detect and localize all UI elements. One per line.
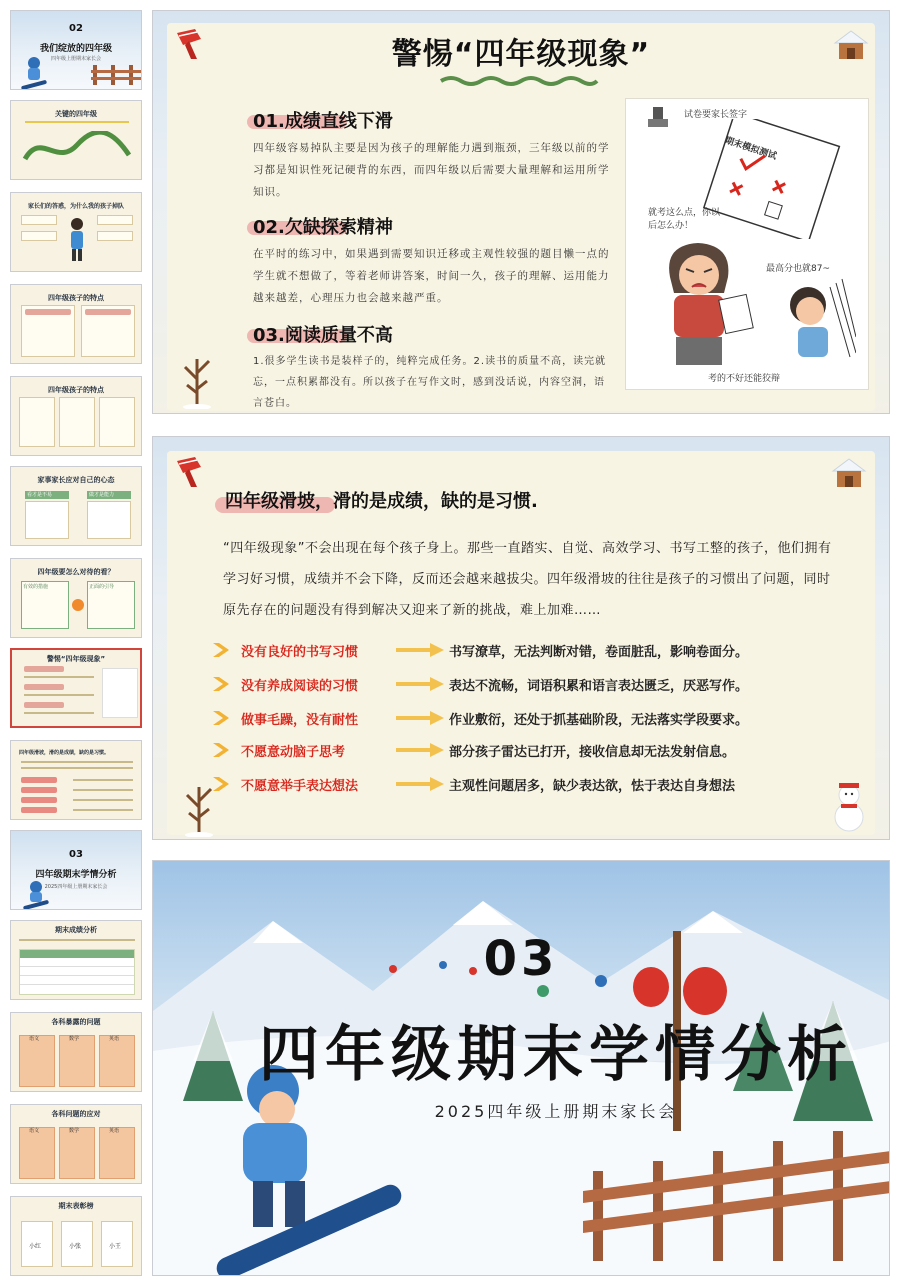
thumbnail-subtitle: 四年级上册期末家长会 — [50, 56, 101, 62]
stamp-icon — [646, 105, 670, 131]
habit-row — [211, 673, 851, 695]
thumbnail-number: 02 — [69, 23, 83, 34]
habit-effect: 书写潦草，无法判断对错，卷面脏乱，影响卷面分。 — [449, 645, 749, 660]
slide-thumbnail-11[interactable] — [10, 920, 142, 1000]
thumbnail-label: 做才是能力 — [89, 492, 115, 498]
comic-caption-top: 试卷要家长签字 — [684, 110, 748, 120]
snowman-icon — [827, 777, 871, 833]
chevron-right-icon — [211, 642, 231, 658]
thumbnail-label: 数学 — [69, 1128, 80, 1134]
slide-heading: 四年级滑坡，滑的是成绩，缺的是习惯. — [225, 487, 538, 513]
section-number: 03 — [483, 931, 559, 987]
section-heading: 02.欠缺探索精神 — [253, 213, 613, 239]
thumbnail-title: 家长们的答惑，为什么我的孩子掉队 — [27, 203, 124, 210]
slide-thumbnail-2[interactable] — [10, 100, 142, 180]
habit-problem: 不愿意举手表达想法 — [241, 779, 359, 794]
comic-illustration — [625, 98, 869, 390]
thumbnail-label: 数学 — [69, 1036, 80, 1042]
habit-effect: 表达不流畅，词语积累和语言表达匮乏，厌恶写作。 — [449, 679, 749, 694]
section-lack-exploration — [253, 213, 613, 309]
thumbnail-title: 四年级期末学情分析 — [35, 870, 117, 880]
section-title: 四年级期末学情分析 — [259, 1020, 853, 1090]
slide-section-03-title[interactable] — [152, 860, 890, 1276]
arrow-right-icon — [396, 711, 444, 725]
slide-title: 警惕“四年级现象” — [391, 37, 651, 72]
thumbnail-label: 有效的措施 — [23, 584, 49, 590]
slide-thumbnail-1[interactable] — [10, 10, 142, 90]
thumbnail-number: 03 — [69, 849, 83, 860]
parent-speech-bubble: 就考这么点，你以后怎么办！ — [648, 208, 721, 231]
thumbnail-title: 我们绽放的四年级 — [39, 44, 112, 54]
snowboarder-illustration — [21, 879, 51, 909]
arrow-right-icon — [396, 643, 444, 657]
intro-paragraph: “四年级现象”不会出现在每个孩子身上。那些一直踏实、自觉、高效学习、书写工整的孩子，他们拥有学习好习惯，成绩并不会下降，反而还会越来越拔尖。四年级滑坡的往往是孩子的习惯出了问题，同时原先存在的问题没有得到解决又迎来了新的挑战，难上加难…… — [223, 541, 832, 618]
habit-row — [211, 739, 851, 761]
child-illustration — [776, 277, 856, 367]
section-subtitle: 2025四年级上册期末家长会 — [434, 1102, 678, 1121]
thumbnail-title: 期末表彰榜 — [58, 1202, 94, 1210]
thumbnail-title: 家事家长应对自己的心态 — [37, 476, 115, 484]
test-paper-title: 期末模拟测试 — [723, 135, 778, 163]
section-body: 四年级容易掉队主要是因为孩子的理解能力遇到瓶颈，三年级以前的学习都是知识性死记硬背的东西，而四年级以后需要大量理解和运用所学知识。 — [253, 142, 610, 198]
slide-thumbnail-7[interactable] — [10, 558, 142, 638]
thumbnail-title: 关键的四年级 — [55, 110, 97, 118]
thumbnail-label: 小张 — [69, 1243, 82, 1250]
thumbnail-title: 警惕“四年级现象” — [46, 655, 106, 663]
habit-effect: 部分孩子雷达已打开，接收信息却无法发射信息。 — [449, 745, 736, 760]
thumbnail-label: 语文 — [29, 1128, 40, 1134]
angry-parent-illustration — [654, 237, 754, 365]
thumbnail-subtitle: 2025四年级上册期末家长会 — [44, 884, 108, 890]
chevron-right-icon — [211, 676, 231, 692]
child-speech-bubble: 最高分也就87~ — [766, 264, 830, 274]
arrow-right-icon — [396, 777, 444, 791]
chevron-right-icon — [211, 710, 231, 726]
thumbnail-title: 四年级滑坡，滑的是成绩，缺的是习惯。 — [19, 750, 110, 756]
slide-slide-grades-habits[interactable] — [152, 436, 890, 840]
red-scarf-icon — [175, 455, 205, 489]
arrow-right-icon — [396, 677, 444, 691]
thumbnail-title: 期末成绩分析 — [55, 926, 97, 934]
slide-warning-grade4-phenomenon[interactable] — [152, 10, 890, 414]
habit-problem: 不愿意动脑子思考 — [241, 745, 346, 760]
chevron-right-icon — [211, 742, 231, 758]
thumbnail-label: 看才是不易 — [27, 492, 53, 498]
habit-problem: 没有良好的书写习惯 — [241, 645, 359, 660]
slide-thumbnail-12[interactable] — [10, 1012, 142, 1092]
thumbnail-label: 语文 — [29, 1036, 40, 1042]
thumbnail-label: 小王 — [109, 1243, 122, 1250]
slide-thumbnail-3[interactable] — [10, 192, 142, 272]
slide-thumbnail-8[interactable] — [10, 648, 142, 728]
thumbnail-title: 四年级要怎么对待的看？ — [37, 568, 115, 576]
growth-curve-illustration — [21, 131, 133, 167]
bare-tree-icon — [179, 777, 219, 837]
habit-problem: 没有养成阅读的习惯 — [241, 679, 359, 694]
thumbnail-title: 各科问题的应对 — [51, 1110, 101, 1118]
thumbnail-label: 英语 — [109, 1036, 120, 1042]
fence-illustration — [91, 63, 141, 85]
section-grades-decline — [253, 107, 613, 203]
section-heading: 03.阅读质量不高 — [253, 321, 613, 347]
section-body: 1.很多学生读书是装样子的，纯粹完成任务。2.读书的质量不高，读完就忘，一点积累都没有。所以孩子在写作文时，感到没话说，内容空洞，语言苍白。 — [253, 356, 607, 409]
comic-caption-bottom: 考的不好还能狡辩 — [708, 374, 781, 384]
thumbnail-label: 小红 — [29, 1243, 42, 1250]
snow-cabin-icon — [831, 457, 867, 489]
habit-problem: 做事毛躁，没有耐性 — [241, 713, 359, 728]
thumbnail-table — [19, 949, 135, 995]
slide-thumbnail-4[interactable] — [10, 284, 142, 364]
habit-row — [211, 773, 851, 795]
thumbnail-title: 四年级孩子的特点 — [48, 386, 104, 394]
slide-thumbnail-13[interactable] — [10, 1104, 142, 1184]
slide-thumbnail-9[interactable] — [10, 740, 142, 820]
arrow-right-icon — [396, 743, 444, 757]
slide-thumbnail-14[interactable] — [10, 1196, 142, 1276]
habit-row — [211, 639, 851, 661]
slide-thumbnail-6[interactable] — [10, 466, 142, 546]
habit-effect: 主观性问题居多，缺少表达欲，怯于表达自身想法 — [449, 779, 736, 794]
section-reading-quality — [253, 321, 613, 414]
student-illustration — [67, 217, 87, 263]
habit-effect: 作业敷衍，还处于抓基础阶段，无法落实学段要求。 — [449, 713, 749, 728]
section-heading: 01.成绩直线下滑 — [253, 107, 613, 133]
section-body: 在平时的练习中，如果遇到需要知识迁移或主观性较强的题目懒一点的学生就不想做了，等着老师讲答案，时间一久，孩子的理解、运用能力越来越差，心理压力也会越来越严重。 — [253, 248, 610, 304]
thumbnail-title: 各科暴露的问题 — [51, 1018, 101, 1026]
thumbnail-title: 四年级孩子的特点 — [48, 294, 104, 302]
slide-thumbnail-5[interactable] — [10, 376, 142, 456]
habit-row — [211, 707, 851, 729]
slide-thumbnail-10[interactable] — [10, 830, 142, 910]
title-underline-squiggle — [439, 75, 599, 87]
thumbnail-label: 正面的引导 — [89, 584, 115, 590]
slide-thumbnail-panel — [0, 0, 150, 1286]
bare-tree-icon — [177, 349, 217, 409]
thumbnail-label: 英语 — [109, 1128, 120, 1134]
snowboarder-illustration — [19, 55, 49, 89]
